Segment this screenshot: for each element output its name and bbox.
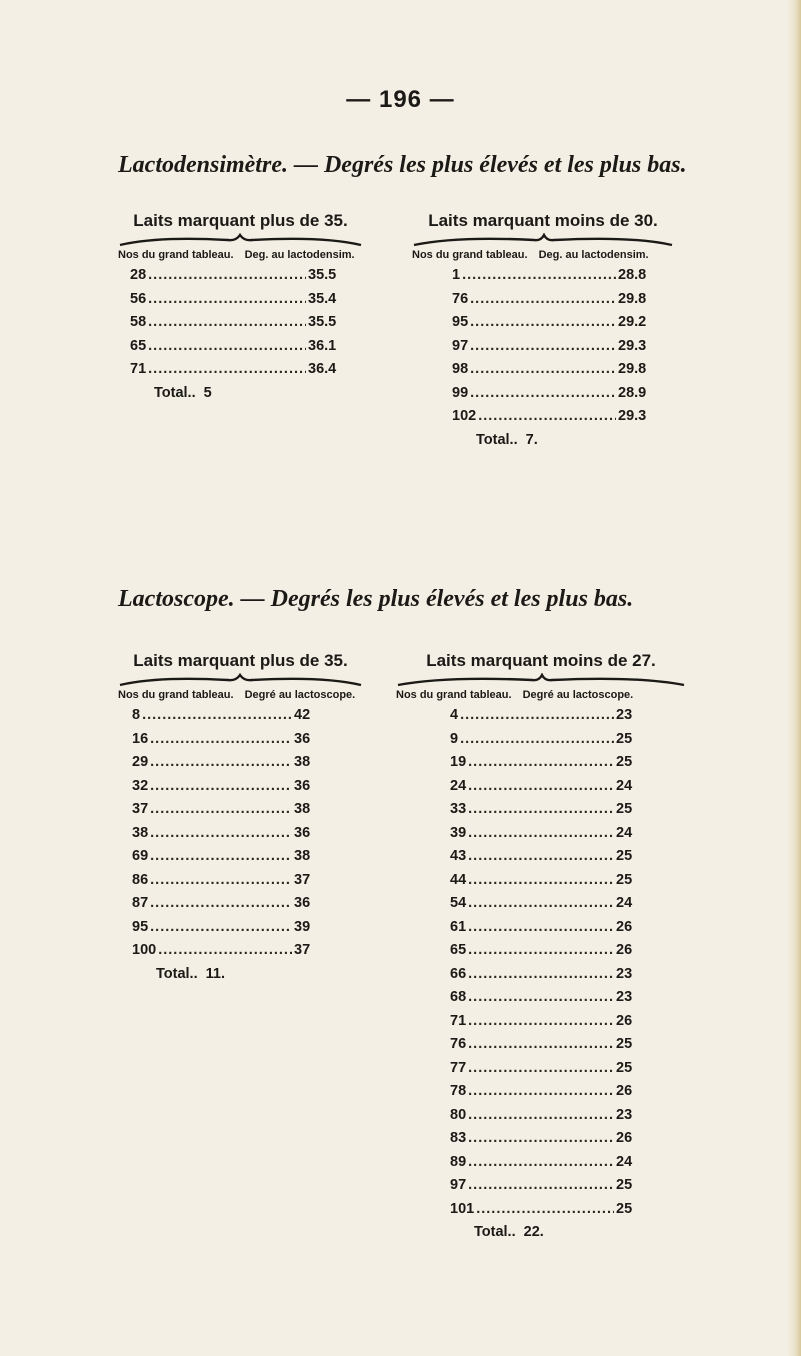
table-row [132,754,328,778]
table-lactoscope-low [396,651,686,1248]
row-degree: 29.8 [618,361,647,377]
dot-leader [148,361,306,377]
table-row [450,825,650,849]
row-degree: 25 [616,730,633,747]
dot-leader [468,942,614,958]
row-number: 16 [132,730,149,747]
row-degree: 25 [616,1036,633,1052]
brace-decoration [396,673,686,687]
dot-leader [468,1036,614,1052]
row-degree: 24 [616,1153,633,1170]
dot-leader [468,1013,614,1029]
dot-leader [468,778,614,794]
row-number: 39 [450,824,467,841]
row-number: 97 [450,1177,467,1193]
row-number: 69 [132,848,149,864]
row-degree: 23 [616,965,633,982]
row-degree: 38 [294,754,311,770]
brace-decoration [118,233,363,247]
dot-leader [150,801,292,817]
total-label: Total.. [474,1224,516,1240]
dot-leader [148,314,306,330]
table-row [450,754,650,778]
dot-leader [150,778,292,794]
table-row [132,707,328,731]
row-degree: 23 [616,1106,633,1123]
dot-leader [468,966,614,982]
row-degree: 29.3 [618,337,647,354]
row-number: 24 [450,777,467,794]
table-row [450,1130,650,1154]
table-row [450,1154,650,1178]
table-row [130,291,342,315]
table-lactoscope-high [118,651,363,989]
total-value: 5 [203,384,212,401]
dot-leader [470,291,616,307]
table-subtitle: Laits marquant plus de 35. [133,651,348,670]
table-row [132,872,328,896]
page-edge [787,0,801,1356]
row-number: 99 [452,384,469,401]
row-degree: 38 [294,848,311,864]
row-number: 1 [452,267,461,283]
row-degree: 29.8 [618,290,647,307]
total-value: 11. [205,965,225,982]
table-row [132,919,328,943]
row-degree: 24 [616,777,633,794]
table-row [450,1060,650,1084]
column-header-number: Nos du grand tableau. [118,689,234,701]
dot-leader [150,848,292,864]
dot-leader [468,1130,614,1146]
row-degree: 42 [294,707,311,723]
dot-leader [468,1154,614,1170]
section-title-lactodensimetre: Lactodensimètre. — Degrés les plus élevés et les plus bas. [118,152,687,178]
row-degree: 26 [616,1130,633,1146]
column-header [396,689,686,701]
dot-leader [468,1107,614,1123]
column-header [118,249,363,261]
dot-leader [462,267,616,283]
row-degree: 25 [616,1200,633,1217]
row-number: 29 [132,754,149,770]
table-row [450,989,650,1013]
table-row [452,338,652,362]
row-degree: 25 [616,754,633,770]
row-number: 100 [132,942,157,958]
table-row [130,361,342,385]
row-degree: 24 [616,824,633,841]
table-rows [396,707,650,1248]
total-value: 7. [525,431,538,448]
table-row [450,731,650,755]
table-subtitle: Laits marquant moins de 30. [428,211,658,230]
column-header [118,689,363,701]
row-degree: 25 [616,1177,633,1193]
table-rows [118,707,328,989]
row-number: 65 [130,337,147,354]
brace-decoration [412,233,674,247]
row-number: 43 [450,848,467,864]
row-number: 61 [450,918,467,935]
dot-leader [468,801,614,817]
table-row [452,385,652,409]
table-row [132,942,328,966]
table-row [452,291,652,315]
row-degree: 36 [294,824,311,841]
section-title-lactoscope: Lactoscope. — Degrés les plus élevés et les plus bas. [118,586,634,612]
row-degree: 38 [294,801,311,817]
table-row [450,895,650,919]
row-degree: 28.8 [618,267,647,283]
row-number: 78 [450,1083,467,1099]
row-number: 97 [452,337,469,354]
row-degree: 35.5 [308,314,337,330]
row-number: 80 [450,1106,467,1123]
dot-leader [150,825,292,841]
table-row [132,778,328,802]
table-row [450,1083,650,1107]
table-total [130,385,342,409]
row-degree: 26 [616,1012,633,1029]
table-row [132,895,328,919]
table-row [452,408,652,432]
row-degree: 35.4 [308,290,337,307]
row-number: 28 [130,267,147,283]
table-row [130,314,342,338]
dot-leader [150,919,292,935]
row-number: 76 [452,290,469,307]
dot-leader [468,1083,614,1099]
table-subtitle: Laits marquant moins de 27. [426,651,656,670]
dot-leader [460,731,614,747]
row-degree: 37 [294,942,311,958]
row-degree: 26 [616,942,633,958]
row-degree: 25 [616,1059,633,1076]
row-degree: 25 [616,801,633,817]
row-number: 66 [450,965,467,982]
column-header [412,249,674,261]
table-row [450,1177,650,1201]
dot-leader [470,385,616,401]
table-row [130,267,342,291]
row-degree: 36.4 [308,361,337,377]
table-subtitle: Laits marquant plus de 35. [133,211,348,230]
total-label: Total.. [156,965,198,982]
dot-leader [468,825,614,841]
table-row [450,872,650,896]
row-number: 98 [452,361,469,377]
row-degree: 29.2 [618,314,647,330]
table-row [452,361,652,385]
row-degree: 26 [616,1083,633,1099]
row-degree: 36 [294,777,311,794]
row-number: 8 [132,707,141,723]
total-value: 22. [523,1224,544,1240]
table-row [450,1107,650,1131]
dot-leader [468,848,614,864]
column-header-number: Nos du grand tableau. [412,249,528,261]
row-degree: 23 [616,707,633,723]
row-degree: 36.1 [308,337,337,354]
table-row [132,731,328,755]
dot-leader [148,338,306,354]
table-lactodensim-low [412,211,674,455]
dot-leader [468,919,614,935]
dot-leader [150,754,292,770]
row-number: 44 [450,871,467,888]
row-number: 102 [452,408,477,424]
table-row [450,1036,650,1060]
row-number: 95 [132,918,149,935]
row-degree: 24 [616,895,633,911]
dot-leader [158,942,292,958]
table-total [452,432,652,456]
row-degree: 29.3 [618,408,647,424]
dot-leader [148,291,306,307]
row-number: 86 [132,871,149,888]
row-number: 4 [450,707,459,723]
row-number: 83 [450,1130,467,1146]
row-number: 19 [450,754,467,770]
row-number: 56 [130,290,147,307]
dot-leader [468,989,614,1005]
dot-leader [150,872,292,888]
table-row [132,848,328,872]
row-number: 87 [132,895,149,911]
column-header-degree: Deg. au lactodensim. [244,249,355,261]
table-row [450,778,650,802]
row-degree: 26 [616,918,633,935]
row-number: 33 [450,801,467,817]
row-number: 65 [450,942,467,958]
dot-leader [476,1201,614,1217]
row-degree: 39 [294,918,311,935]
dot-leader [468,754,614,770]
dot-leader [468,895,614,911]
table-row [450,1201,650,1225]
dot-leader [460,707,614,723]
column-header-degree: Degré au lactoscope. [244,689,356,701]
dot-leader [470,361,616,377]
row-degree: 25 [616,871,633,888]
dot-leader [150,895,292,911]
row-number: 9 [450,730,459,747]
row-degree: 28.9 [618,384,647,401]
total-label: Total.. [476,431,518,448]
row-number: 76 [450,1036,467,1052]
column-header-degree: Degré au lactoscope. [522,689,634,701]
row-number: 54 [450,895,467,911]
dot-leader [142,707,292,723]
row-number: 77 [450,1059,467,1076]
row-number: 71 [130,361,147,377]
row-degree: 23 [616,989,633,1005]
row-number: 58 [130,314,147,330]
dot-leader [148,267,306,283]
row-number: 95 [452,314,469,330]
dot-leader [470,314,616,330]
row-degree: 36 [294,895,311,911]
row-number: 89 [450,1153,467,1170]
row-number: 37 [132,801,149,817]
table-row [450,707,650,731]
dot-leader [468,872,614,888]
table-rows [118,267,342,408]
table-row [450,942,650,966]
table-row [450,1013,650,1037]
dot-leader [468,1177,614,1193]
table-rows [412,267,652,455]
table-row [132,801,328,825]
dot-leader [478,408,616,424]
table-lactodensim-high [118,211,363,408]
row-number: 101 [450,1200,475,1217]
table-row [450,848,650,872]
table-row [130,338,342,362]
row-number: 32 [132,777,149,794]
dot-leader [150,731,292,747]
table-row [450,801,650,825]
table-total [132,966,328,990]
page-number: — 196 — [346,86,455,113]
row-number: 68 [450,989,467,1005]
brace-decoration [118,673,363,687]
row-degree: 35.5 [308,267,337,283]
dot-leader [470,338,616,354]
row-number: 71 [450,1012,467,1029]
row-number: 38 [132,824,149,841]
row-degree: 37 [294,871,311,888]
table-total [450,1224,650,1248]
table-row [450,966,650,990]
row-degree: 36 [294,730,311,747]
dot-leader [468,1060,614,1076]
total-label: Total.. [154,384,196,401]
table-row [452,267,652,291]
column-header-number: Nos du grand tableau. [396,689,512,701]
table-row [450,919,650,943]
table-row [452,314,652,338]
column-header-number: Nos du grand tableau. [118,249,234,261]
column-header-degree: Deg. au lactodensim. [538,249,649,261]
table-row [132,825,328,849]
row-degree: 25 [616,848,633,864]
